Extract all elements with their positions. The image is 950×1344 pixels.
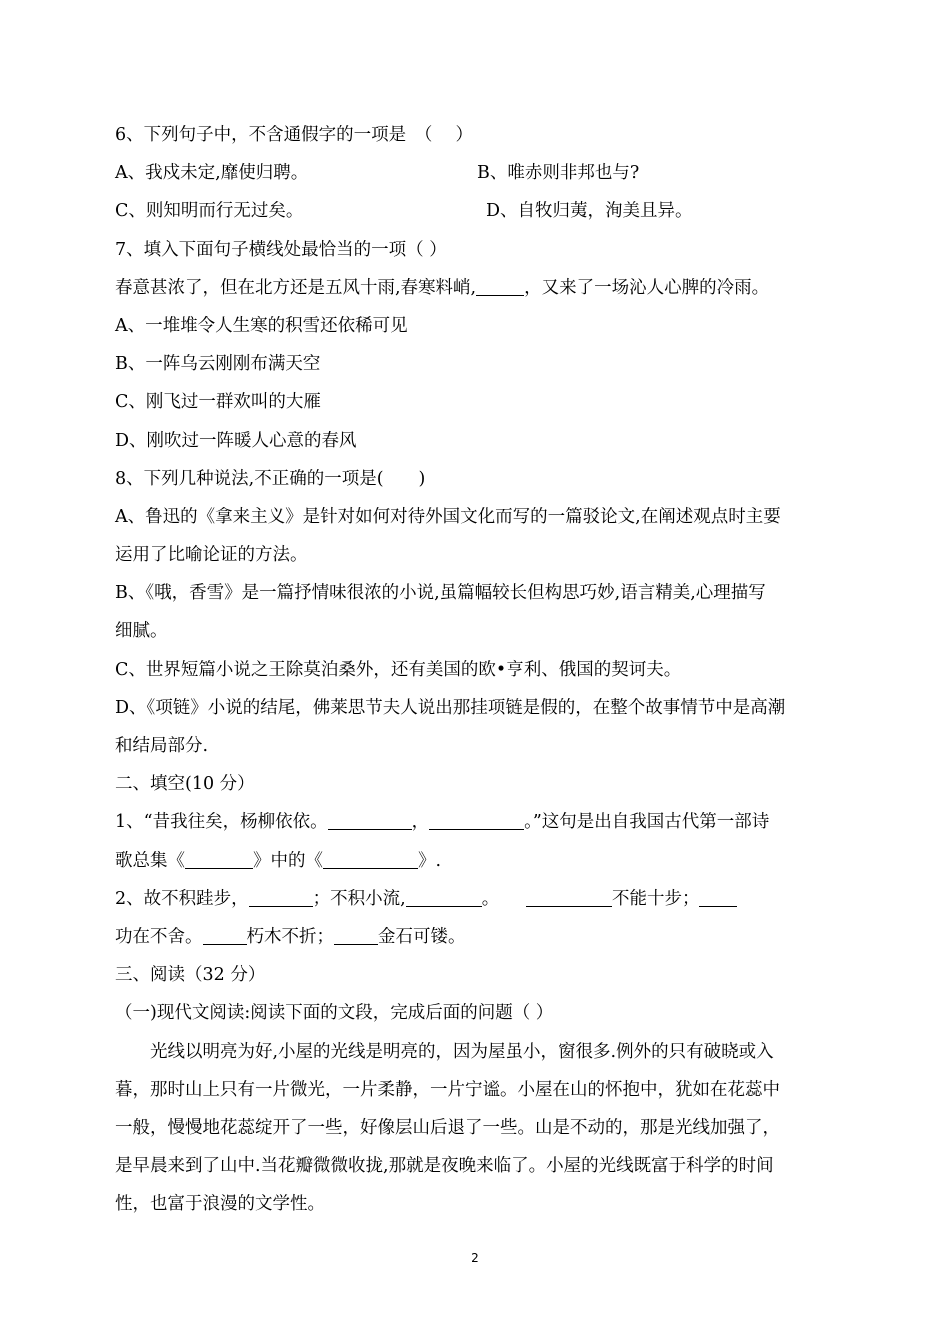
passage-line-5: 性，也富于浪漫的文学性。 — [115, 1194, 325, 1215]
q7-stem: 7、填入下面句子横线处最恰当的一项（ ） — [115, 239, 447, 260]
fill-2-text: ；不积小流, — [312, 888, 406, 909]
q7-option-d: D、刚吹过一阵暖人心意的春风 — [115, 430, 357, 451]
q7-option-b: B、一阵乌云刚刚布满天空 — [115, 354, 321, 375]
q8-option-b-line-1: B、《哦，香雪》是一篇抒情味很浓的小说,虽篇幅较长但构思巧妙,语言精美,心理描写 — [115, 583, 766, 604]
q8-option-b-line-2: 细腻。 — [115, 621, 168, 642]
q8-option-a-line-1: A、鲁迅的《拿来主义》是针对如何对待外国文化而写的一篇驳论文,在阐述观点时主要 — [115, 506, 781, 527]
page-number: 2 — [471, 1251, 479, 1265]
q8-option-a-line-2: 运用了比喻论证的方法。 — [115, 545, 308, 566]
fill-1-line-2 — [115, 842, 840, 880]
q6-option-b: B、唯赤则非邦也与? — [477, 163, 640, 184]
fill-2-text: 。 — [481, 888, 508, 909]
q7-answer-blank[interactable] — [476, 277, 524, 296]
passage-line-2: 暮，那时山上只有一片微光，一片柔静，一片宁谧。小屋在山的怀抱中，犹如在花蕊中 — [115, 1079, 780, 1100]
q6-options-row-2 — [115, 192, 840, 230]
fill-2-blank-3[interactable] — [526, 888, 612, 907]
fill-1-text: 》. — [418, 850, 442, 871]
fill-1-blank-2[interactable] — [429, 812, 524, 831]
section-3-title: 三、阅读（32 分） — [115, 965, 266, 986]
q7-option-a: A、一堆堆令人生寒的积雪还依稀可见 — [115, 315, 408, 336]
fill-2-text: 功在不舍。 — [115, 926, 203, 947]
fill-2-blank-5[interactable] — [203, 926, 247, 945]
passage-line-4: 是早晨来到了山中.当花瓣微微收拢,那就是夜晚来临了。小屋的光线既富于科学的时间 — [115, 1156, 774, 1177]
fill-1-blank-4[interactable] — [323, 850, 418, 869]
fill-2-text: 2、故不积跬步， — [115, 888, 249, 909]
fill-1-text: 》中的《 — [253, 850, 323, 871]
q6-options-row-1 — [115, 154, 840, 192]
fill-1-text: 1、“昔我往矣，杨柳依依。 — [115, 812, 328, 833]
q8-option-d-line-2: 和结局部分. — [115, 736, 209, 756]
section-2-title: 二、填空(10 分） — [115, 774, 255, 795]
fill-1-text: 歌总集《 — [115, 850, 185, 871]
fill-2-text: 朽木不折； — [246, 926, 334, 947]
fill-1-blank-3[interactable] — [185, 850, 253, 869]
q7-option-c: C、刚飞过一群欢叫的大雁 — [115, 392, 321, 413]
fill-2-line-1 — [115, 880, 840, 918]
section-3-subtitle: （一)现代文阅读:阅读下面的文段，完成后面的问题（ ） — [115, 1003, 554, 1024]
q6-option-a: A、我戍未定,靡使归聘。 — [115, 163, 309, 184]
page-content — [115, 116, 840, 1223]
fill-1-text: ， — [411, 812, 430, 833]
q6-stem: 6、下列句子中，不含通假字的一项是 （ ） — [115, 125, 473, 145]
passage-line-3: 一般，慢慢地花蕊绽开了一些，好像层山后退了一些。山是不动的，那是光线加强了， — [115, 1117, 780, 1138]
fill-1-text: 。”这句是出自我国古代第一部诗 — [524, 812, 770, 833]
fill-2-line-2 — [115, 918, 840, 956]
q7-sentence-part-1: 春意甚浓了，但在北方还是五风十雨,春寒料峭, — [115, 277, 477, 298]
q6-option-d: D、自牧归荑，洵美且异。 — [486, 201, 693, 222]
fill-2-blank-1[interactable] — [249, 888, 313, 907]
q7-sentence-part-2: ，又来了一场沁人心脾的冷雨。 — [524, 277, 770, 298]
q8-option-d-line-1: D、《项链》小说的结尾，佛莱思节夫人说出那挂项链是假的，在整个故事情节中是高潮 — [115, 697, 786, 718]
fill-2-text: 不能十步； — [611, 888, 700, 909]
fill-2-blank-4[interactable] — [699, 888, 737, 907]
fill-2-text: 金石可镂。 — [378, 926, 466, 947]
passage-line-1: 光线以明亮为好,小屋的光线是明亮的，因为屋虽小，窗很多.例外的只有破晓或入 — [150, 1041, 774, 1062]
q7-sentence — [115, 269, 840, 307]
q8-option-c: C、世界短篇小说之王除莫泊桑外，还有美国的欧•亨利、俄国的契诃夫。 — [115, 659, 682, 680]
fill-2-blank-6[interactable] — [334, 926, 378, 945]
q6-option-c: C、则知明而行无过矣。 — [115, 201, 304, 222]
fill-1-blank-1[interactable] — [328, 812, 412, 831]
fill-1-line-1 — [115, 803, 840, 841]
q8-stem: 8、下列几种说法,不正确的一项是( ) — [115, 468, 426, 489]
fill-2-blank-2[interactable] — [406, 888, 482, 907]
